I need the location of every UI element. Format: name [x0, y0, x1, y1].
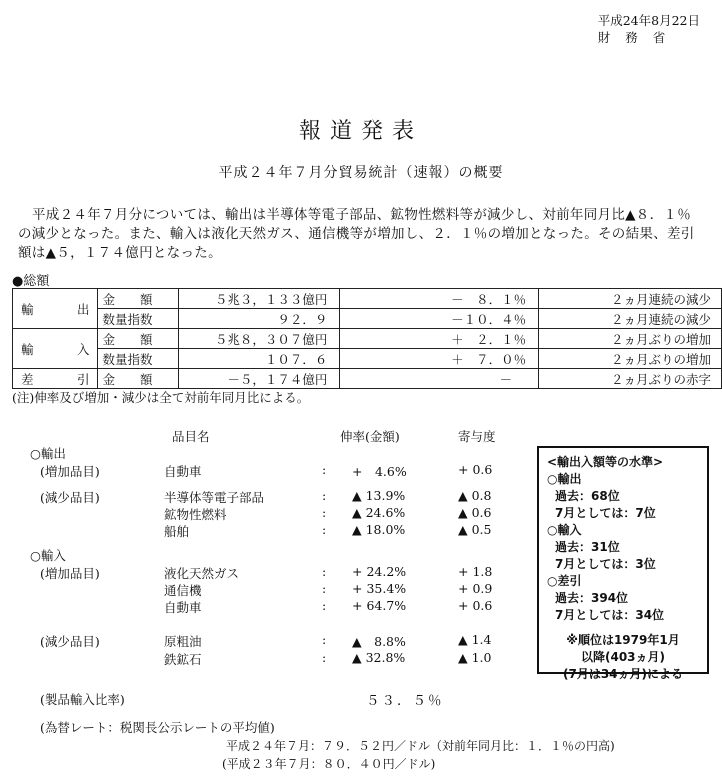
export-section-label: ○輸出 [30, 446, 66, 461]
list-item-name: 半導体等電子部品 [164, 490, 265, 505]
colon: : [322, 650, 327, 665]
colon: : [322, 581, 327, 596]
list-item-name: 原粗油 [164, 634, 202, 649]
col-header-item: 品目名 [172, 429, 210, 444]
levels-balance-july: 7月としては：34位 [555, 608, 665, 622]
totals-item: 金 額 [98, 329, 178, 349]
list-item-rate: ▲ 32.8% [352, 650, 406, 665]
table-row [13, 369, 722, 389]
levels-note-1: ※順位は1979年1月 [566, 633, 680, 647]
list-item-rate: + 64.7% [352, 598, 407, 613]
list-item-rate: + 35.4% [352, 581, 407, 596]
page-title: 報道発表 [298, 119, 423, 144]
exchange-current: 平成２４年７月：７９．５２円／ドル（対前年同月比：１．１％の円高) [226, 739, 615, 753]
list-item-contrib: + 0.9 [458, 581, 493, 596]
totals-note: ２ヵ月ぶりの増加 [539, 349, 722, 369]
list-item-name: 鉄鉱石 [164, 652, 202, 667]
totals-item: 金 額 [98, 289, 178, 309]
list-item-rate: ▲ 24.6% [352, 505, 406, 520]
table-row [13, 349, 722, 369]
page-subtitle: 平成２４年７月分貿易統計（速報）の概要 [218, 165, 504, 181]
list-item-name: 液化天然ガス [164, 566, 240, 581]
col-header-rate: 伸率(金額) [340, 429, 400, 444]
totals-item: 数量指数 [98, 349, 178, 369]
totals-category: 輸入 [13, 329, 98, 369]
list-item-name: 自動車 [164, 464, 202, 479]
levels-export-past: 過去：68位 [555, 489, 620, 503]
totals-item: 数量指数 [98, 309, 178, 329]
colon: : [322, 598, 327, 613]
totals-note: ２ヵ月連続の減少 [539, 309, 722, 329]
levels-note-3: (7月は34ヵ月)による [562, 667, 684, 681]
totals-note: ２ヵ月ぶりの赤字 [539, 369, 722, 389]
product-ratio-label: (製品輸入比率) [40, 692, 125, 707]
totals-rate: － ８．１％ [340, 289, 539, 309]
colon: : [322, 522, 327, 537]
list-item-name: 船舶 [164, 524, 190, 539]
exchange-previous: (平成２３年７月：８０．４０円／ドル) [222, 757, 436, 771]
list-item-rate: + 24.2% [352, 564, 407, 579]
totals-category: 輸出 [13, 289, 98, 329]
list-item-contrib: ▲ 0.5 [458, 522, 492, 537]
import-section-label: ○輸入 [30, 548, 66, 563]
list-item-contrib: + 0.6 [458, 462, 493, 477]
totals-rate: － [340, 369, 539, 389]
totals-note: ２ヵ月連続の減少 [539, 289, 722, 309]
colon: : [322, 505, 327, 520]
list-item-contrib: ▲ 0.8 [458, 488, 492, 503]
levels-title: <輸出入額等の水準> [547, 455, 664, 469]
levels-note-2: 以降(403ヵ月) [580, 650, 666, 664]
header-date-block [598, 12, 700, 46]
summary-paragraph: 平成２４年７月分については、輸出は半導体等電子部品、鉱物性燃料等が減少し、対前年同月比▲８．１％の減少となった。また、輸入は液化天然ガス、通信機等が増加し、２．１％の増加となった。その結果、差引額は▲５，１７４億円となった。 [18, 207, 695, 261]
levels-balance-past: 過去：394位 [555, 591, 629, 605]
colon: : [322, 564, 327, 579]
totals-rate: －１０．４％ [340, 309, 539, 329]
table-row [13, 329, 722, 349]
levels-import-july: 7月としては：3位 [555, 557, 656, 571]
totals-rate: ＋ ２．１％ [340, 329, 539, 349]
levels-import-label: ○輸入 [547, 523, 582, 537]
list-item-name: 通信機 [164, 583, 202, 598]
totals-note: ２ヵ月ぶりの増加 [539, 329, 722, 349]
import-decrease-label: (減少品目) [40, 634, 100, 649]
list-item-contrib: ▲ 1.0 [458, 650, 492, 665]
list-item-contrib: ▲ 1.4 [458, 632, 492, 647]
colon: : [322, 462, 327, 477]
table-row [13, 289, 722, 309]
list-item-contrib: + 0.6 [458, 598, 493, 613]
table-row [13, 309, 722, 329]
totals-heading: ●総額 [12, 274, 50, 289]
col-header-contrib: 寄与度 [458, 429, 496, 444]
totals-rate: ＋ ７．０％ [340, 349, 539, 369]
levels-balance-label: ○差引 [547, 574, 582, 588]
list-item-rate: ▲ 13.9% [352, 488, 406, 503]
totals-table [12, 288, 722, 389]
totals-amount: １０７．６ [178, 349, 340, 369]
list-item-rate: + 4.6% [352, 464, 407, 479]
export-increase-label: (増加品目) [40, 464, 100, 479]
list-item-rate: ▲ 18.0% [352, 522, 406, 537]
totals-amount: ５兆８，３０７億円 [178, 329, 340, 349]
import-increase-label: (増加品目) [40, 566, 100, 581]
totals-category: 差引 [13, 369, 98, 389]
levels-export-label: ○輸出 [547, 472, 582, 486]
levels-export-july: 7月としては：7位 [555, 506, 656, 520]
totals-amount: ５兆３，１３３億円 [178, 289, 340, 309]
totals-amount: ９２．９ [178, 309, 340, 329]
list-item-name: 鉱物性燃料 [164, 507, 227, 522]
header-ministry: 財務省 [597, 30, 681, 45]
product-ratio-value: ５３．５％ [366, 693, 444, 709]
totals-footnote: (注)伸率及び増加・減少は全て対前年同月比による。 [12, 390, 310, 405]
export-decrease-label: (減少品目) [40, 490, 100, 505]
trade-levels-box [537, 446, 709, 681]
list-item-name: 自動車 [164, 600, 202, 615]
colon: : [322, 632, 327, 647]
header-date: 平成24年8月22日 [597, 13, 700, 28]
colon: : [322, 488, 327, 503]
list-item-rate: ▲ 8.8% [352, 634, 406, 649]
exchange-heading: (為替レート：税関長公示レートの平均値) [40, 720, 275, 735]
totals-item: 金 額 [98, 369, 178, 389]
list-item-contrib: ▲ 0.6 [458, 505, 492, 520]
levels-import-past: 過去：31位 [555, 540, 620, 554]
totals-amount: －５，１７４億円 [178, 369, 340, 389]
list-item-contrib: + 1.8 [458, 564, 493, 579]
